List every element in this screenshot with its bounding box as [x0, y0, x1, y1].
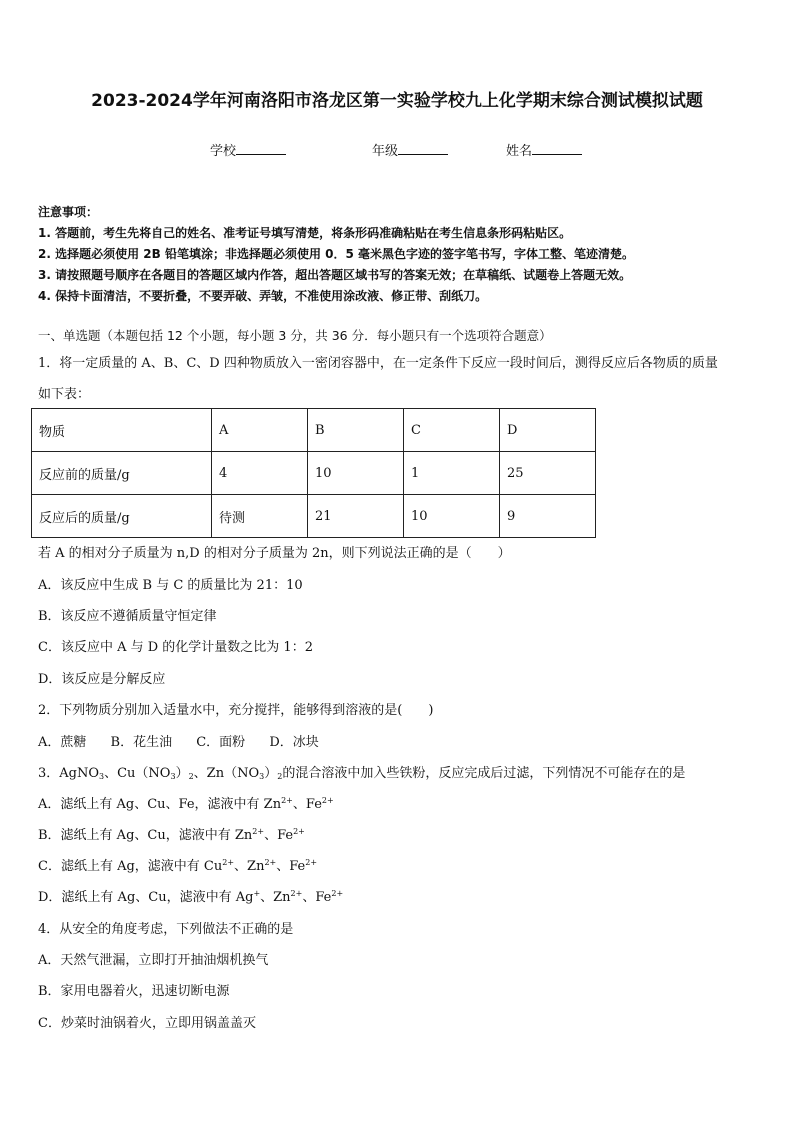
- q1-stem-line1: 1．将一定质量的 A、B、C、D 四种物质放入一密闭容器中，在一定条件下反应一段时间后，测得反应后各物质的质量: [38, 356, 718, 371]
- q3-option-d[interactable]: [38, 886, 343, 905]
- option-text: C．滤纸上有 Ag，滤液中有 Cu: [38, 859, 223, 874]
- subscript: 2: [188, 772, 194, 781]
- q2-options: [38, 731, 339, 750]
- subscript: 3: [170, 772, 176, 781]
- subscript: 3: [99, 772, 105, 781]
- q4-option-c[interactable]: C．炒菜时油锅着火，立即用锅盖盖灭: [38, 1016, 256, 1031]
- q1-option-a[interactable]: A．该反应中生成 B 与 C 的质量比为 21：10: [38, 578, 303, 593]
- table-cell: D: [500, 409, 596, 452]
- school-field[interactable]: [210, 140, 286, 159]
- table-cell: 1: [404, 452, 500, 495]
- table-row: [32, 495, 596, 538]
- charge-superscript: 2+: [331, 889, 344, 898]
- notes-heading: 注意事项：: [38, 205, 99, 219]
- q3-option-c[interactable]: [38, 855, 317, 874]
- q1-option-c[interactable]: C．该反应中 A 与 D 的化学计量数之比为 1：2: [38, 640, 313, 655]
- table-cell: 9: [500, 495, 596, 538]
- charge-superscript: 2+: [321, 796, 334, 805]
- exam-title: 2023-2024学年河南洛阳市洛龙区第一实验学校九上化学期末综合测试模拟试题: [91, 91, 703, 111]
- q3-stem-text: ）: [264, 766, 278, 781]
- grade-blank[interactable]: [398, 142, 448, 155]
- q2-option-a[interactable]: A．蔗糖: [38, 735, 87, 750]
- table-row: [32, 452, 596, 495]
- option-text: D．滤纸上有 Ag、Cu，滤液中有 Ag: [38, 890, 254, 905]
- section-heading: 一、单选题（本题包括 12 个小题，每小题 3 分，共 36 分．每小题只有一个选项符合题意）: [38, 328, 552, 343]
- option-text: A．滤纸上有 Ag、Cu、Fe，滤液中有 Zn: [38, 797, 282, 812]
- q3-stem-text: 3．AgNO: [38, 766, 100, 781]
- name-label: 姓名: [506, 144, 533, 159]
- note-item: 3. 请按照题号顺序在各题目的答题区域内作答，超出答题区域书写的答案无效；在草稿纸、试题卷上答题无效。: [38, 268, 632, 282]
- charge-superscript: 2+: [264, 858, 277, 867]
- q3-option-b[interactable]: [38, 824, 305, 843]
- subscript: 2: [277, 772, 283, 781]
- school-label: 学校: [210, 144, 237, 159]
- q1-mass-table: [31, 408, 596, 538]
- grade-field[interactable]: [372, 140, 448, 159]
- charge-superscript: 2+: [281, 796, 293, 805]
- q1-stem-line2: 如下表：: [38, 387, 91, 402]
- school-blank[interactable]: [236, 142, 286, 155]
- table-cell: A: [212, 409, 308, 452]
- table-cell: 10: [308, 452, 404, 495]
- name-field[interactable]: [506, 140, 582, 159]
- q4-option-a[interactable]: A．天然气泄漏，立即打开抽油烟机换气: [38, 953, 269, 968]
- option-text: 、Fe: [302, 890, 332, 905]
- q2-stem: 2．下列物质分别加入适量水中，充分搅拌，能够得到溶液的是( ): [38, 703, 434, 718]
- table-cell: 25: [500, 452, 596, 495]
- table-cell: 21: [308, 495, 404, 538]
- note-item: 1. 答题前，考生先将自己的姓名、准考证号填写清楚，将条形码准确粘贴在考生信息条形码粘贴区。: [38, 226, 572, 240]
- option-text: B．滤纸上有 Ag、Cu，滤液中有 Zn: [38, 828, 253, 843]
- notes-block: [38, 202, 634, 307]
- table-cell: 4: [212, 452, 308, 495]
- charge-superscript: 2+: [290, 889, 303, 898]
- charge-superscript: 2+: [252, 827, 265, 836]
- table-header-row: [32, 409, 596, 452]
- table-cell: 物质: [32, 409, 212, 452]
- table-cell: B: [308, 409, 404, 452]
- q2-option-d[interactable]: D．冰块: [269, 735, 319, 750]
- q3-stem-text: 的混合溶液中加入些铁粉，反应完成后过滤，下列情况不可能存在的是: [282, 766, 686, 781]
- q3-stem-text: 、Zn（NO: [193, 766, 260, 781]
- table-cell: 待测: [212, 495, 308, 538]
- note-item: 2. 选择题必须使用 2B 铅笔填涂；非选择题必须使用 0．5 毫米黑色字迹的签字笔书写，字体工整、笔迹清楚。: [38, 247, 634, 261]
- q3-stem: [38, 762, 685, 781]
- q3-stem-text: ）: [175, 766, 189, 781]
- option-text: 、Fe: [276, 859, 306, 874]
- subscript: 3: [259, 772, 265, 781]
- option-text: 、Zn: [234, 859, 265, 874]
- q4-stem: 4．从安全的角度考虑，下列做法不正确的是: [38, 922, 294, 937]
- q2-option-b[interactable]: B．花生油: [110, 735, 173, 750]
- q1-option-b[interactable]: B．该反应不遵循质量守恒定律: [38, 609, 217, 624]
- option-text: 、Fe: [264, 828, 294, 843]
- name-blank[interactable]: [532, 142, 582, 155]
- q3-option-a[interactable]: [38, 793, 334, 812]
- q1-option-d[interactable]: D．该反应是分解反应: [38, 672, 166, 687]
- charge-superscript: +: [253, 889, 261, 898]
- charge-superscript: 2+: [305, 858, 318, 867]
- note-item: 4. 保持卡面清洁，不要折叠，不要弄破、弄皱，不准使用涂改液、修正带、刮纸刀。: [38, 289, 488, 303]
- table-cell: C: [404, 409, 500, 452]
- table-cell: 反应后的质量/g: [32, 495, 212, 538]
- charge-superscript: 2+: [293, 827, 305, 836]
- grade-label: 年级: [372, 144, 399, 159]
- option-text: 、Zn: [260, 890, 291, 905]
- table-cell: 反应前的质量/g: [32, 452, 212, 495]
- charge-superscript: 2+: [222, 858, 235, 867]
- q2-option-c[interactable]: C．面粉: [196, 735, 246, 750]
- q4-option-b[interactable]: B．家用电器着火，迅速切断电源: [38, 984, 230, 999]
- q1-question: 若 A 的相对分子质量为 n,D 的相对分子质量为 2n，则下列说法正确的是（ ）: [38, 546, 511, 561]
- q3-stem-text: 、Cu（NO: [104, 766, 171, 781]
- table-cell: 10: [404, 495, 500, 538]
- option-text: 、Fe: [292, 797, 322, 812]
